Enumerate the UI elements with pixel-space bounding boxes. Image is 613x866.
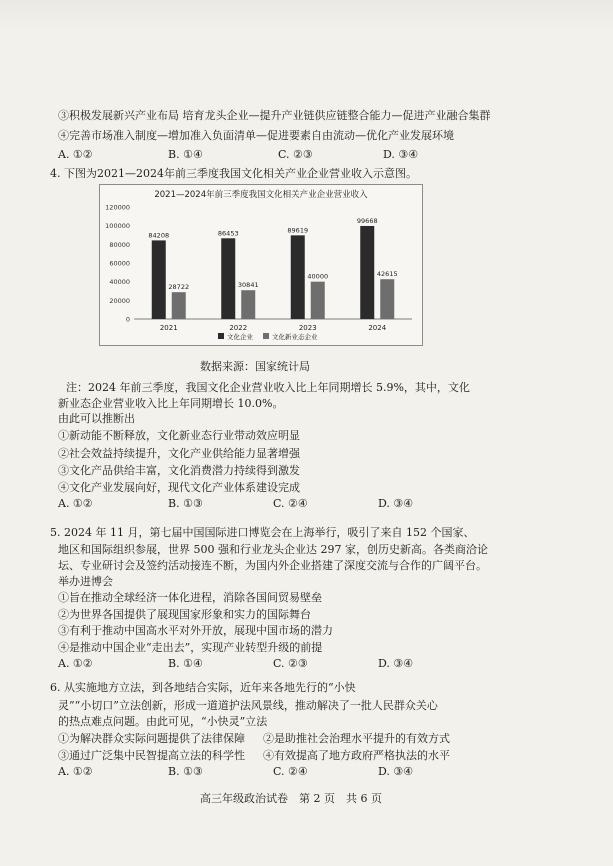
- q4-item-2: ②社会效益持续提升，文化产业供给能力显著增强: [58, 447, 300, 460]
- q4-option-a: A. ①②: [58, 497, 93, 510]
- q5-stem-line-3: 坛、专业研讨会及签约活动接连不断，为国内外企业搭建了深度交流与合作的广阔平台。: [58, 559, 487, 572]
- q6-option-c: C. ②④: [273, 765, 308, 778]
- q5-item-1: ①旨在推动全球经济一体化进程，消除各国间贸易壁垒: [58, 591, 322, 604]
- y-tick-label: 60000: [109, 259, 130, 268]
- q5-item-4: ④是推动中国企业“走出去”，实现产业转型升级的前提: [58, 641, 323, 654]
- q4-note-line-1: 注：2024 年前三季度，我国文化企业营业收入比上年同期增长 5.9%，其中，文化: [66, 381, 470, 394]
- q4-options: [58, 496, 569, 511]
- legend-label: 文化企业: [227, 333, 253, 341]
- q6-item-4: ④有效提高了地方政府严格执法的水平: [263, 749, 450, 762]
- page-footer: 高三年级政治试卷 第 2 页 共 6 页: [200, 792, 382, 805]
- q4-note-line-2: 新业态企业营业收入比上年同期增长 10.0%。: [58, 397, 284, 410]
- q4-option-c: C. ②④: [273, 497, 308, 510]
- q6-item-3: ③通过广泛集中民智提高立法的科学性: [58, 749, 245, 762]
- q5-option-c: C. ②③: [273, 657, 308, 670]
- y-tick-label: 40000: [109, 278, 130, 287]
- q3-options: [58, 147, 569, 162]
- revenue-chart-svg: [100, 185, 422, 345]
- x-tick-label: 2021: [159, 324, 178, 332]
- q5-options: [58, 656, 569, 671]
- bar-new-format-enterprise: [311, 282, 325, 319]
- bar-data-label: 86453: [217, 229, 239, 238]
- bar-data-label: 40000: [307, 272, 329, 281]
- bar-data-label: 28722: [168, 283, 190, 292]
- q5-option-b: B. ①④: [168, 657, 203, 670]
- bar-data-label: 89619: [287, 226, 309, 235]
- q3-item-3: ③积极发展新兴产业布局 培育龙头企业—提升产业链供应链整合能力—促进产业融合集群: [58, 109, 491, 122]
- bar-new-format-enterprise: [380, 279, 394, 319]
- q4-lead: 由此可以推断出: [58, 412, 135, 425]
- q6-options: [58, 764, 569, 779]
- q6-stem-line-2: 灵”“小切口”立法创新，形成一道道护法风景线，推动解决了一批人民群众关心: [58, 699, 438, 712]
- q6-items-row-2: [58, 748, 569, 763]
- q4-item-1: ①新动能不断释放，文化新业态行业带动效应明显: [58, 429, 300, 442]
- legend-label: 文化新业态企业: [272, 333, 318, 341]
- x-tick-label: 2024: [368, 324, 387, 332]
- x-tick-label: 2023: [298, 324, 317, 332]
- bar-culture-enterprise: [152, 240, 166, 319]
- q3-item-4: ④完善市场准入制度—增加准入负面清单—促进要素自由流动—优化产业发展环境: [58, 129, 454, 142]
- q6-option-d: D. ③④: [378, 765, 414, 778]
- y-tick-label: 100000: [105, 222, 130, 231]
- legend-swatch: [218, 333, 224, 339]
- bar-data-label: 84208: [148, 231, 170, 240]
- q5-stem-line-1: 5. 2024 年 11 月，第七届中国国际进口博览会在上海举行，吸引了来自 152 个国家、: [50, 526, 475, 539]
- q6-item-2: ②是助推社会治理水平提升的有效方式: [263, 732, 450, 745]
- q3-option-c: C. ②③: [278, 148, 313, 161]
- scan-shadow: [0, 0, 613, 30]
- q3-option-b: B. ①④: [168, 148, 203, 161]
- q6-option-b: B. ①③: [168, 765, 203, 778]
- q6-stem-line-1: 6. 从实施地方立法，到各地结合实际，近年来各地先行的“小快: [50, 681, 356, 694]
- q6-stem-line-3: 的热点难点问题。由此可见，“小快灵”立法: [58, 715, 268, 728]
- bar-data-label: 99668: [356, 216, 378, 225]
- q5-stem-line-2: 地区和国际组织参展，世界 500 强和行业龙头企业达 297 家，创历史新高。各类商洽论: [58, 543, 488, 556]
- x-tick-label: 2022: [229, 324, 248, 332]
- legend-swatch: [263, 333, 269, 339]
- bar-culture-enterprise: [360, 226, 374, 319]
- q6-option-a: A. ①②: [58, 765, 93, 778]
- bar-data-label: 42615: [376, 270, 398, 279]
- q4-stem: 4. 下图为2021—2024年前三季度我国文化相关产业企业营业收入示意图。: [50, 167, 417, 180]
- q4-option-d: D. ③④: [378, 497, 414, 510]
- q6-item-1: ①为解决群众实际问题提供了法律保障: [58, 732, 245, 745]
- bar-culture-enterprise: [221, 238, 235, 319]
- bar-data-label: 30841: [237, 281, 259, 290]
- q4-item-3: ③文化产品供给丰富，文化消费潜力持续得到激发: [58, 464, 300, 477]
- y-tick-label: 80000: [109, 240, 130, 249]
- bar-new-format-enterprise: [172, 292, 186, 319]
- q5-item-2: ②为世界各国提供了展现国家形象和实力的国际舞台: [58, 608, 311, 621]
- bar-new-format-enterprise: [241, 290, 255, 319]
- q5-option-a: A. ①②: [58, 657, 93, 670]
- chart-title: 2021—2024年前三季度我国文化相关产业企业营业收入: [154, 190, 368, 200]
- y-tick-label: 20000: [109, 296, 130, 305]
- q6-items-row-1: [58, 731, 569, 746]
- q4-item-4: ④文化产业发展向好，现代文化产业体系建设完成: [58, 481, 300, 494]
- q3-option-d: D. ③④: [383, 148, 419, 161]
- q4-option-b: B. ①③: [168, 497, 203, 510]
- q3-option-a: A. ①②: [58, 148, 93, 161]
- bar-culture-enterprise: [291, 235, 305, 319]
- revenue-chart: [99, 184, 423, 346]
- y-tick-label: 120000: [105, 203, 130, 212]
- q5-item-3: ③有利于推动中国高水平对外开放，展现中国市场的潜力: [58, 624, 333, 637]
- data-source: 数据来源：国家统计局: [200, 360, 310, 373]
- y-tick-label: 0: [125, 315, 130, 324]
- q5-stem-line-4: 举办进博会: [58, 575, 113, 588]
- q5-option-d: D. ③④: [378, 657, 414, 670]
